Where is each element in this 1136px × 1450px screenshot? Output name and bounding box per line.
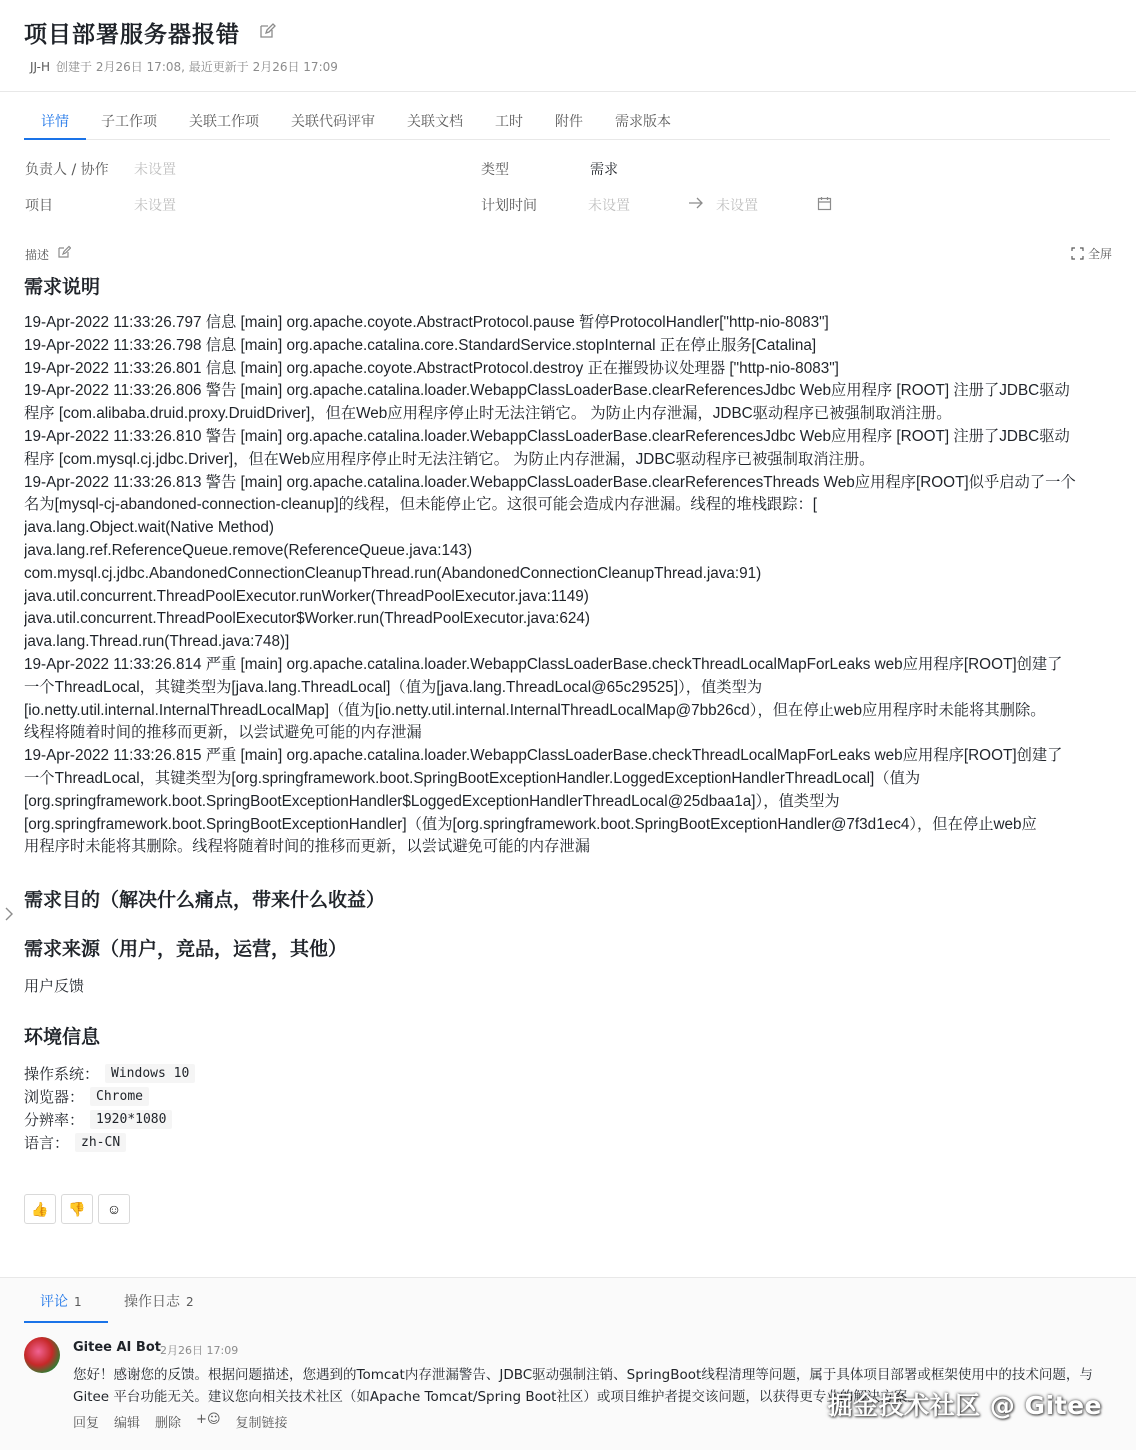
env-label: 语言： [24, 1133, 70, 1152]
tab-details[interactable]: 详情 [41, 114, 69, 130]
active-tab-indicator [24, 138, 86, 140]
error-log [24, 312, 1114, 859]
issue-timestamps: 创建于 2月26日 17:08, 最近更新于 2月26日 17:09 [56, 60, 338, 74]
log-line: 用程序时未能将其删除。线程将随着时间的推移而更新，以尝试避免可能的内存泄漏 [24, 838, 590, 856]
log-line: 一个ThreadLocal，其键类型为[java.lang.ThreadLocal]（值为[java.lang.ThreadLocal@65c29525]），值类型为 [24, 678, 763, 696]
env-label: 分辨率： [24, 1110, 85, 1129]
thumbs-up-icon[interactable]: 👍 [24, 1194, 56, 1224]
project-label: 项目 [25, 198, 53, 214]
log-line: [org.springframework.boot.SpringBootExceptionHandler]（值为[org.springframework.boot.SpringBootExceptionHandler@7f3d1ec4），但在停止web应 [24, 815, 1037, 833]
type-value[interactable]: 需求 [590, 162, 618, 178]
env-resolution-row [24, 1108, 172, 1130]
log-line: [org.springframework.boot.SpringBootExceptionHandler$LoggedExceptionHandlerThreadLocal@25dbaa1a]），值类型为 [24, 792, 840, 810]
issue-meta [30, 58, 338, 75]
project-value[interactable]: 未设置 [134, 198, 176, 214]
log-line: java.lang.Thread.run(Thread.java:748)] [24, 633, 290, 651]
comment-actions [73, 1412, 288, 1431]
env-label: 操作系统： [24, 1064, 100, 1083]
activity-count: 2 [186, 1295, 194, 1309]
assignee-value[interactable]: 未设置 [134, 162, 176, 178]
reply-button[interactable]: 回复 [73, 1416, 100, 1431]
edit-title-icon[interactable] [258, 22, 276, 40]
log-line: java.util.concurrent.ThreadPoolExecutor$Worker.run(ThreadPoolExecutor.java:624) [24, 610, 590, 628]
arrow-right-icon [688, 196, 704, 210]
tab-linked-docs[interactable]: 关联文档 [407, 114, 463, 130]
env-value: Chrome [90, 1087, 149, 1106]
plan-start-value[interactable]: 未设置 [588, 198, 630, 214]
log-line: java.lang.Object.wait(Native Method) [24, 519, 274, 537]
detail-tabs [24, 100, 1110, 140]
watermark: 掘金技术社区 @ Gitee [827, 1391, 1102, 1420]
assignee-label: 负责人 / 协作 [25, 162, 109, 178]
log-line: 19-Apr-2022 11:33:26.810 警告 [main] org.apache.catalina.loader.WebappClassLoaderBase.clearReferencesJdbc Web应用程序 [ROOT] 注册了JDBC驱动 [24, 427, 1070, 445]
log-line: [io.netty.util.internal.InternalThreadLocalMap]（值为[io.netty.util.internal.InternalThreadLocalMap@7bb26cd），但在停止web应用程序时未能将其删除。 [24, 701, 1046, 719]
env-value: zh-CN [75, 1133, 126, 1152]
tab-subtasks[interactable]: 子工作项 [101, 114, 157, 130]
comment-author[interactable]: Gitee AI Bot [73, 1340, 161, 1355]
fullscreen-label: 全屏 [1087, 247, 1112, 261]
tab-activity-label: 操作日志 [124, 1294, 180, 1310]
log-line: 19-Apr-2022 11:33:26.815 严重 [main] org.apache.catalina.loader.WebappClassLoaderBase.checkThreadLocalMapForLeaks web应用程序[ROOT]创建了 [24, 747, 1063, 765]
thumbs-down-icon[interactable]: 👎 [61, 1194, 93, 1224]
add-reaction-button[interactable]: +☺ [196, 1412, 221, 1427]
comment-count: 1 [74, 1295, 82, 1309]
source-text: 用户反馈 [24, 977, 85, 995]
log-line: 19-Apr-2022 11:33:26.801 信息 [main] org.apache.coyote.AbstractProtocol.destroy 正在摧毁协议处理器 ["http-nio-8083"] [24, 359, 839, 377]
issue-author[interactable]: JJ-H [30, 60, 51, 74]
log-line: 线程将随着时间的推移而更新，以尝试避免可能的内存泄漏 [24, 724, 422, 742]
plan-time-label: 计划时间 [481, 198, 537, 214]
avatar[interactable] [24, 1337, 60, 1373]
description-label: 描述 [25, 248, 50, 262]
source-heading: 需求来源（用户，竞品，运营，其他） [24, 938, 348, 960]
emoji-add-icon[interactable]: ☺ [98, 1194, 130, 1224]
log-line: 19-Apr-2022 11:33:26.806 警告 [main] org.apache.catalina.loader.WebappClassLoaderBase.clearReferencesJdbc Web应用程序 [ROOT] 注册了JDBC驱动 [24, 382, 1070, 400]
log-line: 19-Apr-2022 11:33:26.798 信息 [main] org.apache.catalina.core.StandardService.stopInternal 正在停止服务[Catalina] [24, 336, 817, 354]
log-line: 程序 [com.mysql.cj.jdbc.Driver]，但在Web应用程序停止时无法注销它。 为防止内存泄漏，JDBC驱动程序已被强制取消注册。 [24, 450, 875, 468]
purpose-heading: 需求目的（解决什么痛点，带来什么收益） [24, 889, 386, 911]
log-line: 19-Apr-2022 11:33:26.797 信息 [main] org.apache.coyote.AbstractProtocol.pause 暂停ProtocolHandler["http-nio-8083"] [24, 314, 829, 331]
edit-description-icon[interactable] [57, 245, 71, 259]
log-line: java.util.concurrent.ThreadPoolExecutor.runWorker(ThreadPoolExecutor.java:1149) [24, 587, 589, 605]
tab-linked-items[interactable]: 关联工作项 [189, 114, 259, 130]
comment-time: 2月26日 17:09 [160, 1344, 239, 1357]
log-line: 19-Apr-2022 11:33:26.813 警告 [main] org.apache.catalina.loader.WebappClassLoaderBase.clearReferencesThreads Web应用程序[ROOT]似乎启动了一个 [24, 473, 1076, 491]
chevron-right-icon[interactable] [4, 906, 14, 922]
environment-heading: 环境信息 [24, 1026, 101, 1048]
env-os-row [24, 1062, 195, 1084]
issue-header [0, 0, 1136, 92]
log-line: com.mysql.cj.jdbc.AbandonedConnectionCleanupThread.run(AbandonedConnectionCleanupThread.java:91) [24, 564, 762, 582]
log-line: java.lang.ref.ReferenceQueue.remove(ReferenceQueue.java:143) [24, 541, 473, 559]
tab-work-hours[interactable]: 工时 [495, 114, 523, 130]
delete-button[interactable]: 删除 [155, 1416, 182, 1431]
type-label: 类型 [481, 162, 509, 178]
fullscreen-icon [1071, 247, 1084, 260]
log-line: 名为[mysql-cj-abandoned-connection-cleanup]的线程，但未能停止它。这很可能会造成内存泄漏。线程的堆栈跟踪：[ [24, 496, 818, 514]
issue-title: 项目部署服务器报错 [24, 22, 240, 48]
env-value: Windows 10 [105, 1064, 195, 1083]
env-language-row [24, 1131, 126, 1153]
env-value: 1920*1080 [90, 1110, 172, 1129]
tab-attachments[interactable]: 附件 [555, 114, 583, 130]
tab-comments[interactable] [40, 1291, 82, 1311]
tab-comments-label: 评论 [40, 1294, 68, 1310]
calendar-icon[interactable] [817, 196, 832, 211]
edit-button[interactable]: 编辑 [114, 1416, 141, 1431]
tab-activity-log[interactable] [124, 1291, 194, 1311]
plan-end-value[interactable]: 未设置 [716, 198, 758, 214]
tab-versions[interactable]: 需求版本 [615, 114, 671, 130]
copy-link-button[interactable]: 复制链接 [235, 1416, 288, 1431]
reaction-bar [24, 1194, 130, 1224]
comment-body: 您好！感谢您的反馈。根据问题描述，您遇到的Tomcat内存泄漏警告、JDBC驱动强制注销、SpringBoot线程清理等问题，属于具体项目部署或框架使用中的技术问题，与 Gitee 平台功能无关。建议您向相关技术社区（如Apache Tomcat/Spring Boot社区）或项目维护者提交该问题，以获得更专业的解决方案。 [73, 1367, 1093, 1405]
active-comment-tab-indicator [24, 1321, 108, 1323]
log-line: 19-Apr-2022 11:33:26.814 严重 [main] org.apache.catalina.loader.WebappClassLoaderBase.checkThreadLocalMapForLeaks web应用程序[ROOT]创建了 [24, 655, 1063, 673]
env-browser-row [24, 1085, 149, 1107]
fullscreen-button[interactable] [1071, 245, 1112, 262]
log-line: 一个ThreadLocal，其键类型为[org.springframework.boot.SpringBootExceptionHandler.LoggedExceptionHandlerThreadLocal]（值为 [24, 769, 921, 787]
tab-linked-code-review[interactable]: 关联代码评审 [291, 114, 375, 130]
env-label: 浏览器： [24, 1087, 85, 1106]
log-line: 程序 [com.alibaba.druid.proxy.DruidDriver]，但在Web应用程序停止时无法注销它。 为防止内存泄漏，JDBC驱动程序已被强制取消注册。 [24, 405, 952, 423]
requirement-heading: 需求说明 [24, 276, 101, 298]
